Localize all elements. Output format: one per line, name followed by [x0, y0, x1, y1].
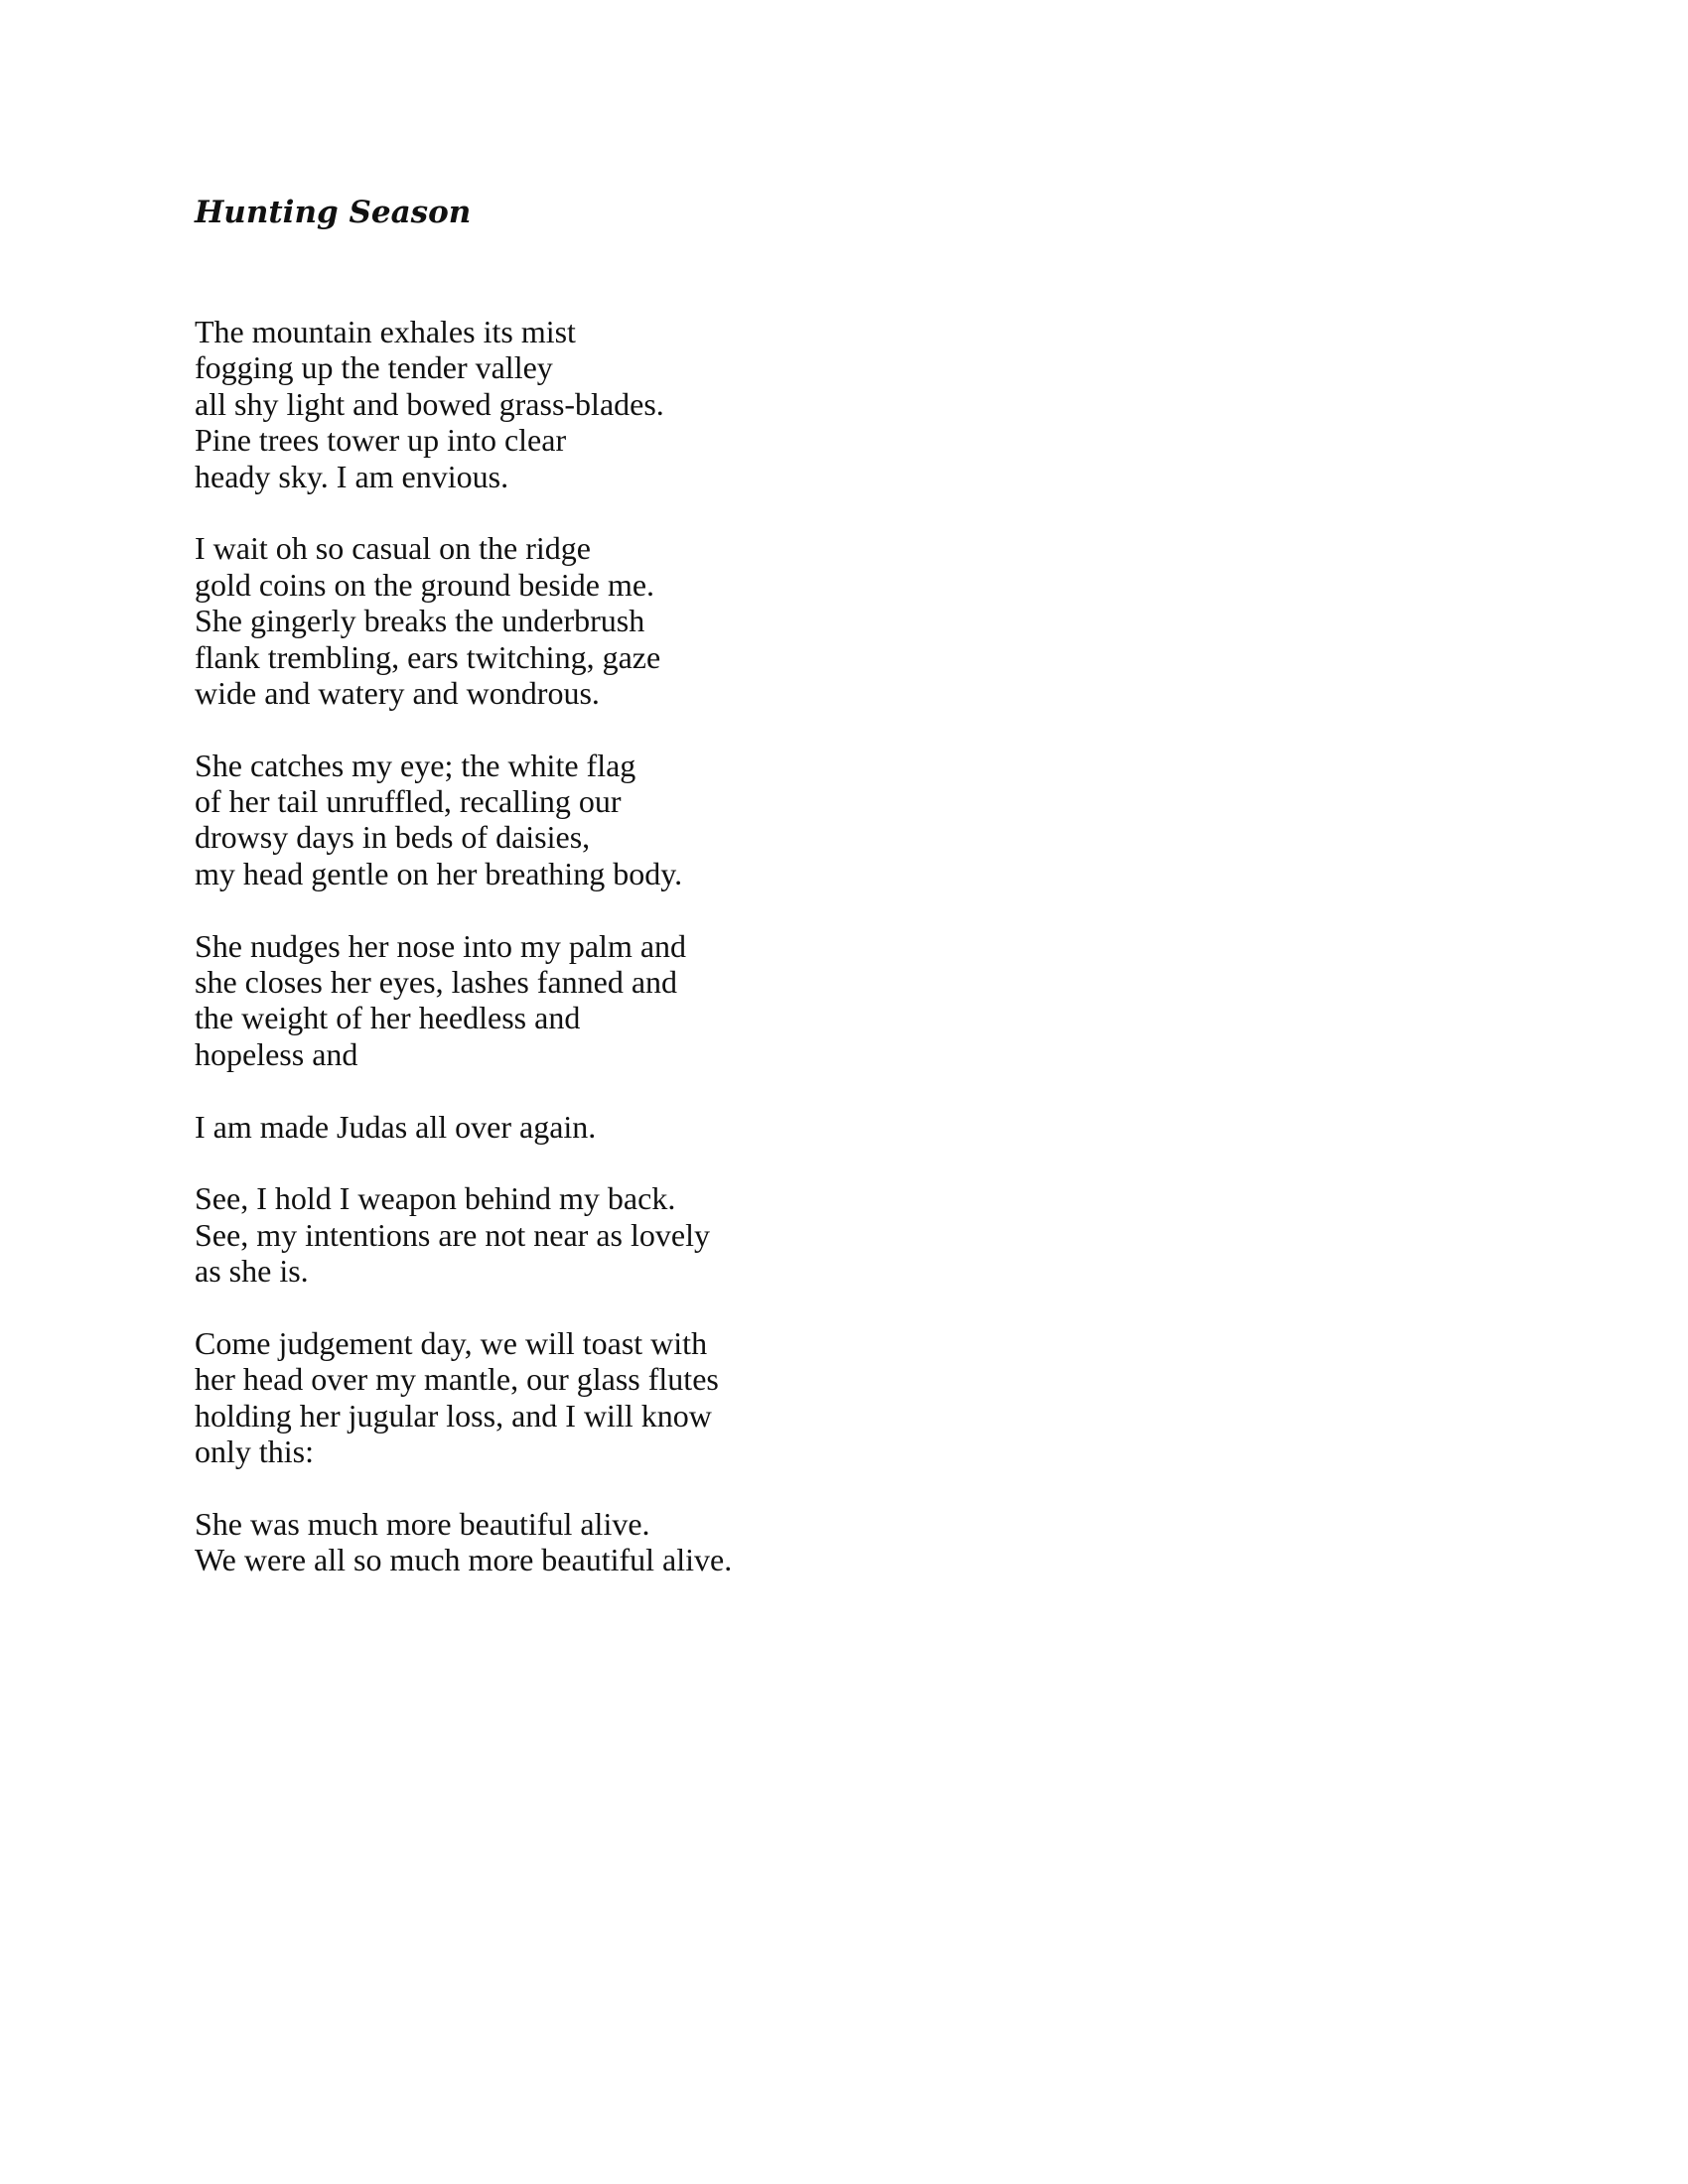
poem-line: The mountain exhales its mist — [195, 314, 576, 349]
poem-line: hopeless and — [195, 1035, 358, 1072]
poem-line: She was much more beautiful alive. — [195, 1505, 650, 1542]
stanza-6 — [195, 1180, 1485, 1289]
poem-line: she closes her eyes, lashes fanned and — [195, 964, 678, 1001]
poem-line: I am made Judas all over again. — [195, 1108, 597, 1145]
poem-title: Hunting Season — [195, 195, 472, 230]
poem-line: fogging up the tender valley — [195, 349, 553, 386]
poem-line: gold coins on the ground beside me. — [195, 566, 655, 603]
poem-line: heady sky. I am envious. — [195, 458, 509, 494]
stanza-4 — [195, 928, 1485, 1073]
poem-line: She gingerly breaks the underbrush — [195, 603, 645, 639]
poem-line: See, I hold I weapon behind my back. — [195, 1180, 676, 1217]
stanza-2 — [195, 530, 1485, 711]
poem-line: Come judgement day, we will toast with — [195, 1324, 708, 1361]
poem-line: drowsy days in beds of daisies, — [195, 819, 591, 856]
poem-line: I wait oh so casual on the ridge — [195, 530, 591, 567]
poem-line: as she is. — [195, 1253, 309, 1290]
stanza-3 — [195, 748, 1485, 892]
poem-line: See, my intentions are not near as lovely — [195, 1216, 710, 1253]
poem-line: Pine trees tower up into clear — [195, 422, 567, 459]
poem-line: holding her jugular loss, and I will know — [195, 1397, 712, 1433]
stanza-8 — [195, 1506, 1485, 1578]
stanza-7 — [195, 1325, 1485, 1470]
poem-line: all shy light and bowed grass-blades. — [195, 385, 664, 422]
poem — [195, 191, 1485, 1614]
poem-line: She catches my eye; the white flag — [195, 747, 636, 783]
poem-line: flank trembling, ears twitching, gaze — [195, 638, 661, 675]
poem-line: wide and watery and wondrous. — [195, 674, 600, 711]
stanza-5 — [195, 1109, 1485, 1145]
poem-line: of her tail unruffled, recalling our — [195, 783, 622, 820]
poem-line: her head over my mantle, our glass flutes — [195, 1361, 719, 1398]
stanza-1 — [195, 314, 1485, 494]
poem-line: only this: — [195, 1433, 315, 1470]
poem-line: my head gentle on her breathing body. — [195, 855, 683, 891]
poem-line: the weight of her heedless and — [195, 1000, 581, 1036]
poem-line: She nudges her nose into my palm and — [195, 927, 687, 964]
poem-line: We were all so much more beautiful alive. — [195, 1542, 733, 1578]
